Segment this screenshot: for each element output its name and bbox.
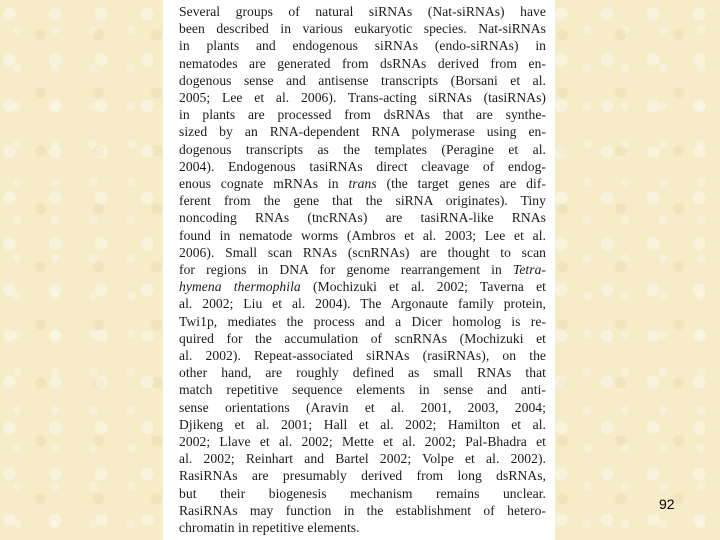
text-line: in plants and endogenous siRNAs (endo-siRNAs) in [179,38,546,54]
text-fragment: (Mochizuki et al. 2002; Taverna et [300,279,547,295]
article-text [179,3,546,536]
text-fragment: (the target genes are dif- [376,176,546,192]
text-line: been described in various eukaryotic species. Nat-siRNAs [179,21,546,37]
text-line: Twi1p, mediates the process and a Dicer homolog is re- [179,313,546,329]
text-line: in plants are processed from dsRNAs that are synthe- [179,107,546,123]
text-line: nematodes are generated from dsRNAs derived from en- [179,55,546,71]
text-line: 2006). Small scan RNAs (scnRNAs) are thought to scan [179,244,546,260]
text-line: quired for the accumulation of scnRNAs (Mochizuki et [179,330,546,346]
text-line: RasiRNAs are presumably derived from long dsRNAs, [179,468,546,484]
text-line: match repetitive sequence elements in sense and anti- [179,382,546,398]
italic-term: trans [348,176,377,192]
text-line: chromatin in repetitive elements. [179,520,360,536]
text-line: al. 2002). Repeat-associated siRNAs (rasiRNAs), on the [179,348,546,364]
text-line: other hand, are roughly defined as small RNAs that [179,365,546,381]
text-line: found in nematode worms (Ambros et al. 2003; Lee et al. [179,227,546,243]
text-line [179,278,546,295]
document-page [163,0,555,540]
page-number: 92 [659,496,675,512]
text-line: RasiRNAs may function in the establishment of hetero- [179,502,546,518]
text-line: Djikeng et al. 2001; Hall et al. 2002; Hamilton et al. [179,416,546,432]
text-line: 2002; Llave et al. 2002; Mette et al. 2002; Pal-Bhadra et [179,434,546,450]
text-line: dogenous sense and antisense transcripts (Borsani et al. [179,72,546,88]
text-line: al. 2002; Liu et al. 2004). The Argonaute family protein, [179,296,546,312]
text-fragment: for regions in DNA for genome rearrangement in [179,262,513,278]
text-line: dogenous transcripts as the templates (Peragine et al. [179,141,546,157]
text-line: 2004). Endogenous tasiRNAs direct cleavage of endog- [179,158,546,174]
text-line: 2005; Lee et al. 2006). Trans-acting siRNAs (tasiRNAs) [179,90,546,106]
text-line: noncoding RNAs (tncRNAs) are tasiRNA-like RNAs [179,210,546,226]
text-fragment: enous cognate mRNAs in [179,176,349,192]
text-line: ferent from the gene that the siRNA originates). Tiny [179,193,546,209]
text-line: but their biogenesis mechanism remains unclear. [179,485,546,501]
italic-term: Tetra- [512,262,546,278]
text-line: al. 2002; Reinhart and Bartel 2002; Volpe et al. 2002). [179,451,546,467]
text-line: sense orientations (Aravin et al. 2001, 2003, 2004; [179,399,546,415]
text-line [179,175,546,192]
italic-term: hymena thermophila [179,279,301,295]
text-line: sized by an RNA-dependent RNA polymerase using en- [179,124,546,140]
text-line [179,261,546,278]
text-line: Several groups of natural siRNAs (Nat-siRNAs) have [179,4,546,19]
